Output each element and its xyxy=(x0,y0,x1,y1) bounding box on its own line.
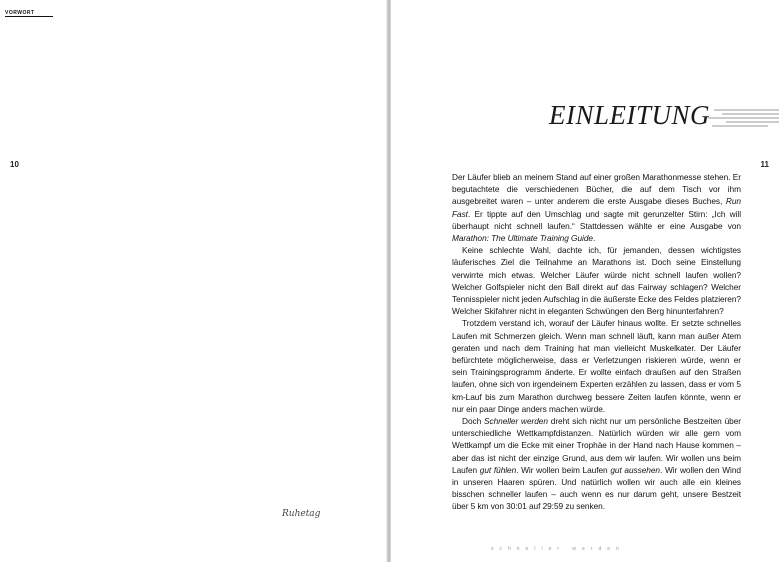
body-text xyxy=(452,171,741,513)
book-title: Schneller werden xyxy=(484,416,548,427)
emphasis: gut aussehen xyxy=(610,464,660,475)
title-decoration-lines xyxy=(708,108,779,128)
chapter-title: EINLEITUNG xyxy=(549,100,711,130)
paragraph: Keine schlechte Wahl, dachte ich, für jemanden, dessen wichtigstes läuferisches Ziel die Teilnahme an Marathons ist. Doch seine Einstellung verwirrte mich etwas. Welcher Läufer würde nicht schnell laufen wollen? Welcher Golfspieler nicht den Ball direkt auf das Fairway schlagen? Welcher Tennisspieler nicht jeden Aufschlag in die äußerste Ecke des Feldes platzieren? Welcher Skifahrer nicht in eleganten Schwüngen den Berg hinunterfahren? xyxy=(452,245,741,317)
margin-note: Ruhetag xyxy=(282,509,321,519)
running-head: VORWORT xyxy=(5,10,35,16)
paragraph: Der Läufer blieb an meinem Stand auf einer großen Marathonmesse stehen. Er begutachtete die verschiedenen Bücher, die auf dem Tisch vor ihm ausgebreitet waren – unter anderem die erste Ausgabe dieses Buches, Run Fast. Er tippte auf den Umschlag und sagte mit gerunzelter Stirn: „Ich will überhaupt nicht schnell laufen.“ Stattdessen wählte er eine Ausgabe von Marathon: The Ultimate Training Guide. xyxy=(452,172,741,244)
page-number-right: 11 xyxy=(760,160,769,169)
book-title: Run Fast xyxy=(452,196,741,219)
left-page xyxy=(0,0,388,562)
paragraph: Doch Schneller werden dreht sich nicht nur um persönliche Bestzeiten über unterschiedliche Wettkampfdistanzen. Natürlich würden wir alle gern vom Wettkampf um die Ecke mit einer Trophäe in der Hand nach Hause kommen – aber das ist nicht der einzige Grund, aus dem wir laufen. Wir wollen uns beim Laufen gut fühlen. Wir wollen beim Laufen gut aussehen. Wir wollen den Wind in unseren Haaren spüren. Und natürlich wollen wir auch alle ein kleines bisschen schneller laufen – auch wenn es nur darum geht, unsere Bestzeit über 5 km von 30:01 auf 29:59 zu senken. xyxy=(452,416,741,512)
emphasis: gut fühlen xyxy=(479,464,517,475)
right-page xyxy=(391,0,779,562)
paragraph: Trotzdem verstand ich, worauf der Läufer hinaus wollte. Er setzte schnelles Laufen mit Schmerzen gleich. Wenn man schnell läuft, kann man außer Atem geraten und nach dem Training hat man vielleicht Muskelkater. Der Läufer befürchtete möglicherweise, dass er Verletzungen riskieren würde, wenn er sein Trainingsprogramm änderte. Er wollte einfach draußen auf den Straßen laufen, ohne sich von irgendeinem Experten erzählen zu lassen, dass er vom 5 km-Lauf bis zum Marathon durchweg bessere Zeiten laufen könnte, wenn er nur ein paar Dinge anders machen würde. xyxy=(452,318,741,414)
page-number-left: 10 xyxy=(10,160,19,169)
running-head-rule xyxy=(5,16,53,17)
page-footer: schneller werden xyxy=(491,546,625,552)
book-title: Marathon: The Ultimate Training Guide xyxy=(452,233,593,244)
